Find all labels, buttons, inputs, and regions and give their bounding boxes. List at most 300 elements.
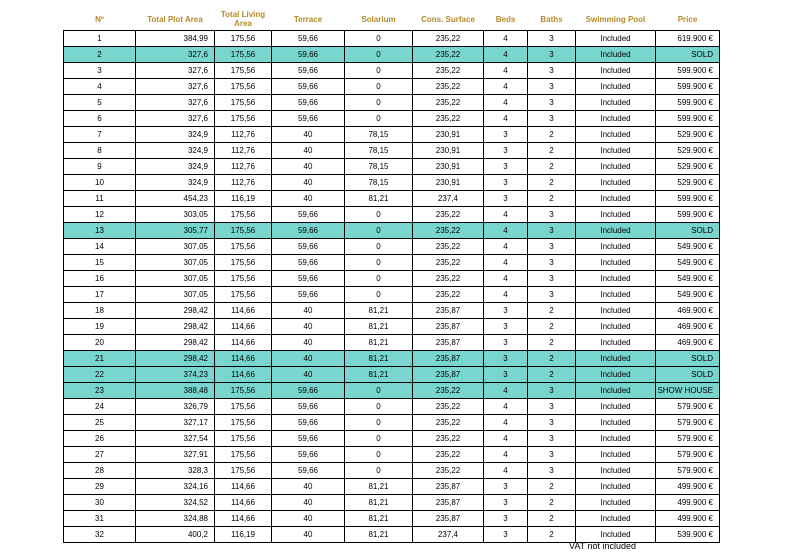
cell-pool: Included <box>576 463 656 479</box>
cell-cons-surface: 235,22 <box>413 31 484 47</box>
cell-living-area: 175,56 <box>215 463 272 479</box>
cell-baths: 3 <box>528 47 576 63</box>
cell-cons-surface: 235,87 <box>413 319 484 335</box>
cell-pool: Included <box>576 495 656 511</box>
cell-price: 539.900 € <box>656 527 720 543</box>
cell-terrace: 40 <box>272 335 345 351</box>
cell-plot-area: 326,79 <box>136 399 215 415</box>
table-row <box>64 319 720 335</box>
cell-baths: 3 <box>528 207 576 223</box>
cell-pool: Included <box>576 207 656 223</box>
cell-baths: 2 <box>528 303 576 319</box>
cell-beds: 4 <box>484 207 528 223</box>
cell-living-area: 175,56 <box>215 271 272 287</box>
cell-terrace: 59,66 <box>272 383 345 399</box>
cell-plot-area: 324,9 <box>136 143 215 159</box>
header-solarium: Solarium <box>361 14 396 24</box>
cell-price: 579.900 € <box>656 431 720 447</box>
cell-living-area: 114,66 <box>215 303 272 319</box>
cell-pool: Included <box>576 31 656 47</box>
cell-pool: Included <box>576 447 656 463</box>
cell-price: SOLD <box>656 351 720 367</box>
cell-number: 32 <box>64 527 136 543</box>
cell-cons-surface: 235,22 <box>413 431 484 447</box>
cell-pool: Included <box>576 367 656 383</box>
header-baths: Baths <box>540 14 563 24</box>
cell-price: 499.900 € <box>656 511 720 527</box>
cell-baths: 3 <box>528 223 576 239</box>
cell-beds: 4 <box>484 287 528 303</box>
cell-number: 1 <box>64 31 136 47</box>
cell-terrace: 59,66 <box>272 415 345 431</box>
table-row <box>64 175 720 191</box>
cell-beds: 3 <box>484 479 528 495</box>
cell-pool: Included <box>576 335 656 351</box>
cell-number: 8 <box>64 143 136 159</box>
table-row <box>64 335 720 351</box>
table-row <box>64 47 720 63</box>
cell-terrace: 40 <box>272 127 345 143</box>
cell-baths: 3 <box>528 271 576 287</box>
table-row <box>64 399 720 415</box>
cell-beds: 4 <box>484 431 528 447</box>
cell-terrace: 40 <box>272 511 345 527</box>
cell-living-area: 175,56 <box>215 111 272 127</box>
cell-terrace: 59,66 <box>272 63 345 79</box>
header-beds: Beds <box>495 14 516 24</box>
cell-beds: 4 <box>484 47 528 63</box>
cell-living-area: 114,66 <box>215 367 272 383</box>
cell-solarium: 78,15 <box>345 175 413 191</box>
cell-beds: 3 <box>484 127 528 143</box>
cell-cons-surface: 235,22 <box>413 111 484 127</box>
cell-cons-surface: 235,22 <box>413 63 484 79</box>
cell-cons-surface: 235,22 <box>413 383 484 399</box>
cell-cons-surface: 235,87 <box>413 351 484 367</box>
cell-pool: Included <box>576 303 656 319</box>
cell-living-area: 112,76 <box>215 175 272 191</box>
cell-plot-area: 305,77 <box>136 223 215 239</box>
cell-terrace: 59,66 <box>272 31 345 47</box>
table-row <box>64 143 720 159</box>
cell-beds: 3 <box>484 175 528 191</box>
cell-terrace: 40 <box>272 319 345 335</box>
cell-plot-area: 327,6 <box>136 79 215 95</box>
cell-pool: Included <box>576 79 656 95</box>
cell-beds: 3 <box>484 303 528 319</box>
cell-solarium: 0 <box>345 383 413 399</box>
vat-footnote: VAT not included <box>569 541 637 551</box>
cell-pool: Included <box>576 223 656 239</box>
cell-plot-area: 324,16 <box>136 479 215 495</box>
header-number: Nº <box>95 14 104 24</box>
cell-solarium: 81,21 <box>345 335 413 351</box>
cell-terrace: 59,66 <box>272 431 345 447</box>
cell-beds: 4 <box>484 255 528 271</box>
cell-cons-surface: 235,87 <box>413 367 484 383</box>
cell-solarium: 0 <box>345 79 413 95</box>
cell-solarium: 81,21 <box>345 351 413 367</box>
cell-pool: Included <box>576 271 656 287</box>
cell-plot-area: 327,6 <box>136 47 215 63</box>
cell-price: 549.900 € <box>656 255 720 271</box>
cell-living-area: 116,19 <box>215 527 272 543</box>
cell-plot-area: 307,05 <box>136 239 215 255</box>
cell-pool: Included <box>576 351 656 367</box>
cell-cons-surface: 230,91 <box>413 175 484 191</box>
cell-number: 6 <box>64 111 136 127</box>
cell-price: 469.900 € <box>656 303 720 319</box>
cell-beds: 4 <box>484 31 528 47</box>
cell-terrace: 40 <box>272 143 345 159</box>
cell-cons-surface: 235,22 <box>413 463 484 479</box>
cell-price: 579.900 € <box>656 463 720 479</box>
cell-cons-surface: 230,91 <box>413 159 484 175</box>
cell-baths: 2 <box>528 367 576 383</box>
cell-terrace: 40 <box>272 479 345 495</box>
cell-solarium: 0 <box>345 463 413 479</box>
cell-number: 3 <box>64 63 136 79</box>
cell-living-area: 112,76 <box>215 159 272 175</box>
cell-price: 549.900 € <box>656 271 720 287</box>
header-cons-surface: Cons. Surface <box>421 14 475 24</box>
cell-number: 10 <box>64 175 136 191</box>
cell-beds: 4 <box>484 271 528 287</box>
cell-solarium: 81,21 <box>345 303 413 319</box>
cell-pool: Included <box>576 95 656 111</box>
cell-baths: 3 <box>528 415 576 431</box>
cell-number: 27 <box>64 447 136 463</box>
cell-living-area: 175,56 <box>215 63 272 79</box>
cell-baths: 2 <box>528 127 576 143</box>
table-row <box>64 255 720 271</box>
cell-living-area: 175,56 <box>215 383 272 399</box>
cell-number: 25 <box>64 415 136 431</box>
cell-cons-surface: 235,87 <box>413 335 484 351</box>
cell-number: 11 <box>64 191 136 207</box>
cell-plot-area: 454,23 <box>136 191 215 207</box>
cell-terrace: 59,66 <box>272 463 345 479</box>
cell-terrace: 59,66 <box>272 271 345 287</box>
cell-baths: 3 <box>528 399 576 415</box>
cell-number: 21 <box>64 351 136 367</box>
cell-number: 16 <box>64 271 136 287</box>
cell-cons-surface: 235,22 <box>413 287 484 303</box>
cell-solarium: 0 <box>345 399 413 415</box>
cell-pool: Included <box>576 47 656 63</box>
cell-beds: 3 <box>484 351 528 367</box>
cell-baths: 3 <box>528 383 576 399</box>
cell-solarium: 0 <box>345 271 413 287</box>
cell-pool: Included <box>576 319 656 335</box>
cell-beds: 3 <box>484 143 528 159</box>
cell-living-area: 175,56 <box>215 79 272 95</box>
table-row <box>64 431 720 447</box>
cell-pool: Included <box>576 255 656 271</box>
cell-plot-area: 324,9 <box>136 175 215 191</box>
cell-baths: 3 <box>528 79 576 95</box>
cell-terrace: 59,66 <box>272 447 345 463</box>
cell-terrace: 59,66 <box>272 95 345 111</box>
cell-terrace: 40 <box>272 159 345 175</box>
cell-pool: Included <box>576 415 656 431</box>
cell-pool: Included <box>576 399 656 415</box>
cell-number: 14 <box>64 239 136 255</box>
cell-price: 599.900 € <box>656 63 720 79</box>
cell-plot-area: 324,88 <box>136 511 215 527</box>
cell-beds: 3 <box>484 191 528 207</box>
cell-living-area: 112,76 <box>215 143 272 159</box>
cell-pool: Included <box>576 191 656 207</box>
cell-number: 9 <box>64 159 136 175</box>
table-row <box>64 495 720 511</box>
cell-baths: 3 <box>528 63 576 79</box>
cell-beds: 4 <box>484 415 528 431</box>
cell-plot-area: 298,42 <box>136 303 215 319</box>
table-row <box>64 479 720 495</box>
table-row <box>64 63 720 79</box>
cell-baths: 2 <box>528 495 576 511</box>
cell-price: 619.900 € <box>656 31 720 47</box>
cell-plot-area: 374,23 <box>136 367 215 383</box>
table-row <box>64 303 720 319</box>
cell-baths: 3 <box>528 95 576 111</box>
cell-solarium: 81,21 <box>345 191 413 207</box>
cell-price: SOLD <box>656 367 720 383</box>
cell-plot-area: 388,48 <box>136 383 215 399</box>
cell-solarium: 78,15 <box>345 159 413 175</box>
table-row <box>64 95 720 111</box>
cell-price: 549.900 € <box>656 287 720 303</box>
cell-solarium: 0 <box>345 31 413 47</box>
cell-number: 23 <box>64 383 136 399</box>
table-row <box>64 31 720 47</box>
cell-terrace: 40 <box>272 527 345 543</box>
cell-solarium: 0 <box>345 223 413 239</box>
cell-terrace: 40 <box>272 303 345 319</box>
cell-living-area: 175,56 <box>215 287 272 303</box>
cell-solarium: 78,15 <box>345 143 413 159</box>
cell-solarium: 0 <box>345 207 413 223</box>
cell-number: 29 <box>64 479 136 495</box>
cell-solarium: 0 <box>345 111 413 127</box>
cell-cons-surface: 235,22 <box>413 447 484 463</box>
cell-cons-surface: 230,91 <box>413 143 484 159</box>
cell-price: SOLD <box>656 223 720 239</box>
cell-plot-area: 384,99 <box>136 31 215 47</box>
cell-living-area: 175,56 <box>215 255 272 271</box>
table-row <box>64 223 720 239</box>
cell-price: SOLD <box>656 47 720 63</box>
cell-cons-surface: 230,91 <box>413 127 484 143</box>
table-row <box>64 159 720 175</box>
cell-terrace: 59,66 <box>272 207 345 223</box>
header-price: Price <box>677 14 698 24</box>
cell-plot-area: 327,17 <box>136 415 215 431</box>
cell-baths: 2 <box>528 191 576 207</box>
cell-living-area: 175,56 <box>215 207 272 223</box>
cell-beds: 3 <box>484 527 528 543</box>
cell-baths: 2 <box>528 511 576 527</box>
price-list-table <box>63 8 720 543</box>
table-body <box>64 31 720 543</box>
cell-pool: Included <box>576 111 656 127</box>
cell-solarium: 78,15 <box>345 127 413 143</box>
cell-number: 22 <box>64 367 136 383</box>
table-row <box>64 207 720 223</box>
cell-plot-area: 324,9 <box>136 159 215 175</box>
cell-price: 529.900 € <box>656 175 720 191</box>
cell-living-area: 112,76 <box>215 127 272 143</box>
cell-living-area: 175,56 <box>215 431 272 447</box>
cell-price: 599.900 € <box>656 79 720 95</box>
table-row <box>64 367 720 383</box>
cell-price: 599.900 € <box>656 95 720 111</box>
cell-number: 2 <box>64 47 136 63</box>
cell-price: 599.900 € <box>656 111 720 127</box>
cell-terrace: 40 <box>272 367 345 383</box>
cell-price: SHOW HOUSE <box>656 383 720 399</box>
cell-solarium: 0 <box>345 415 413 431</box>
cell-pool: Included <box>576 239 656 255</box>
cell-number: 18 <box>64 303 136 319</box>
header-pool: Swimming Pool <box>585 14 646 24</box>
cell-cons-surface: 237,4 <box>413 527 484 543</box>
cell-beds: 3 <box>484 495 528 511</box>
cell-price: 579.900 € <box>656 415 720 431</box>
cell-price: 529.900 € <box>656 127 720 143</box>
cell-pool: Included <box>576 175 656 191</box>
table-row <box>64 79 720 95</box>
cell-beds: 3 <box>484 511 528 527</box>
cell-terrace: 59,66 <box>272 399 345 415</box>
cell-beds: 4 <box>484 223 528 239</box>
cell-cons-surface: 235,22 <box>413 47 484 63</box>
cell-solarium: 0 <box>345 255 413 271</box>
cell-baths: 2 <box>528 351 576 367</box>
cell-terrace: 40 <box>272 495 345 511</box>
table-row <box>64 351 720 367</box>
cell-beds: 4 <box>484 111 528 127</box>
cell-living-area: 114,66 <box>215 319 272 335</box>
table-row <box>64 383 720 399</box>
table-row <box>64 415 720 431</box>
cell-solarium: 81,21 <box>345 511 413 527</box>
cell-solarium: 0 <box>345 63 413 79</box>
cell-plot-area: 298,42 <box>136 319 215 335</box>
cell-baths: 2 <box>528 479 576 495</box>
cell-terrace: 40 <box>272 191 345 207</box>
cell-plot-area: 307,05 <box>136 255 215 271</box>
cell-cons-surface: 235,22 <box>413 255 484 271</box>
cell-pool: Included <box>576 159 656 175</box>
cell-beds: 4 <box>484 79 528 95</box>
cell-solarium: 0 <box>345 447 413 463</box>
cell-price: 499.900 € <box>656 479 720 495</box>
price-list-sheet <box>63 8 719 543</box>
cell-living-area: 114,66 <box>215 335 272 351</box>
table-row <box>64 287 720 303</box>
cell-plot-area: 327,6 <box>136 111 215 127</box>
cell-number: 12 <box>64 207 136 223</box>
cell-cons-surface: 235,22 <box>413 271 484 287</box>
cell-cons-surface: 235,22 <box>413 223 484 239</box>
cell-number: 31 <box>64 511 136 527</box>
cell-pool: Included <box>576 383 656 399</box>
cell-beds: 4 <box>484 63 528 79</box>
cell-terrace: 59,66 <box>272 47 345 63</box>
cell-plot-area: 324,9 <box>136 127 215 143</box>
cell-beds: 4 <box>484 399 528 415</box>
table-row <box>64 191 720 207</box>
cell-price: 469.900 € <box>656 319 720 335</box>
cell-beds: 4 <box>484 463 528 479</box>
cell-cons-surface: 235,87 <box>413 479 484 495</box>
cell-living-area: 175,56 <box>215 415 272 431</box>
cell-price: 599.900 € <box>656 207 720 223</box>
cell-beds: 3 <box>484 159 528 175</box>
cell-plot-area: 324,52 <box>136 495 215 511</box>
cell-cons-surface: 235,22 <box>413 399 484 415</box>
cell-beds: 4 <box>484 447 528 463</box>
cell-living-area: 175,56 <box>215 399 272 415</box>
cell-living-area: 114,66 <box>215 351 272 367</box>
header-terrace: Terrace <box>293 14 323 24</box>
cell-solarium: 0 <box>345 95 413 111</box>
cell-pool: Included <box>576 143 656 159</box>
cell-cons-surface: 235,22 <box>413 207 484 223</box>
cell-price: 599.900 € <box>656 191 720 207</box>
cell-plot-area: 327,6 <box>136 95 215 111</box>
cell-number: 4 <box>64 79 136 95</box>
cell-living-area: 175,56 <box>215 47 272 63</box>
cell-price: 469.900 € <box>656 335 720 351</box>
cell-price: 499.900 € <box>656 495 720 511</box>
table-row <box>64 127 720 143</box>
cell-plot-area: 307,05 <box>136 287 215 303</box>
cell-beds: 4 <box>484 383 528 399</box>
cell-plot-area: 298,42 <box>136 351 215 367</box>
cell-pool: Included <box>576 527 656 543</box>
cell-pool: Included <box>576 127 656 143</box>
cell-terrace: 59,66 <box>272 287 345 303</box>
cell-solarium: 0 <box>345 431 413 447</box>
cell-plot-area: 400,2 <box>136 527 215 543</box>
table-row <box>64 447 720 463</box>
cell-price: 529.900 € <box>656 159 720 175</box>
cell-baths: 2 <box>528 159 576 175</box>
cell-number: 26 <box>64 431 136 447</box>
cell-solarium: 81,21 <box>345 319 413 335</box>
cell-solarium: 0 <box>345 287 413 303</box>
cell-solarium: 81,21 <box>345 479 413 495</box>
cell-baths: 2 <box>528 175 576 191</box>
table-row <box>64 511 720 527</box>
cell-cons-surface: 235,87 <box>413 495 484 511</box>
cell-number: 19 <box>64 319 136 335</box>
cell-price: 529.900 € <box>656 143 720 159</box>
cell-terrace: 40 <box>272 351 345 367</box>
cell-number: 30 <box>64 495 136 511</box>
cell-cons-surface: 235,22 <box>413 415 484 431</box>
cell-cons-surface: 237,4 <box>413 191 484 207</box>
cell-solarium: 0 <box>345 239 413 255</box>
cell-pool: Included <box>576 479 656 495</box>
cell-solarium: 0 <box>345 47 413 63</box>
cell-living-area: 114,66 <box>215 479 272 495</box>
cell-number: 28 <box>64 463 136 479</box>
cell-baths: 3 <box>528 463 576 479</box>
